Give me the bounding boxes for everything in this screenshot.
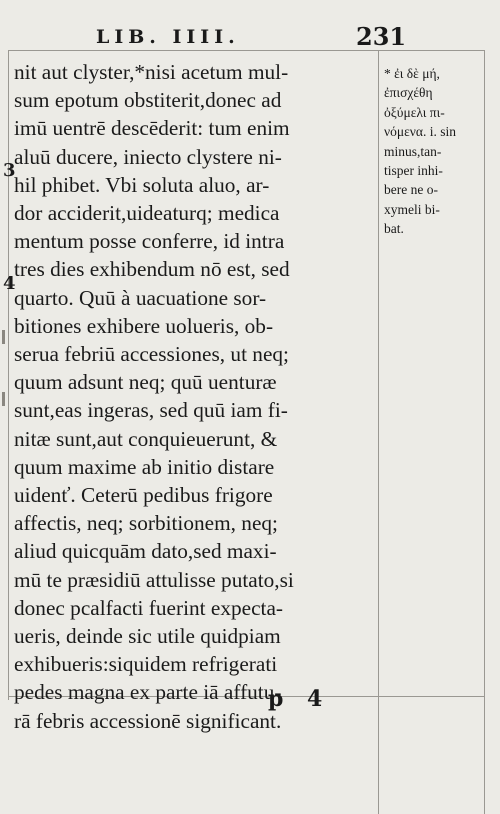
text-line: hil phibet. Vbi soluta aluo, ar- bbox=[14, 172, 270, 197]
text-line: aliud quicquām dato,sed maxi- bbox=[14, 539, 277, 564]
gloss-line: xymeli bi- bbox=[384, 201, 440, 217]
text-line: pedes magna ex parte iā affutu- bbox=[14, 680, 282, 705]
text-line: aluū ducere, iniecto clystere ni- bbox=[14, 144, 282, 169]
gloss-line: ἐπισχέθη bbox=[384, 85, 433, 101]
text-line: nitæ sunt,aut conquieuerunt, & bbox=[14, 426, 278, 451]
text-line: dor acciderit,uideaturq; medica bbox=[14, 201, 280, 226]
text-line: imū uentrē descēderit: tum enim bbox=[14, 116, 290, 141]
margin-number-3: 3 bbox=[3, 160, 16, 181]
gloss-line: νόμενα. i. sin bbox=[384, 124, 456, 140]
page-header bbox=[0, 22, 500, 52]
gloss-line: bere ne o- bbox=[384, 182, 438, 198]
text-line: serua febriū accessiones, ut neq; bbox=[14, 342, 289, 367]
text-line: rā febris accessionē significant. bbox=[14, 708, 282, 733]
text-line: ueris, deinde sic utile quidpiam bbox=[14, 624, 281, 649]
text-line: quum adsunt neq; quū uenturæ bbox=[14, 370, 277, 395]
left-frame-rule bbox=[8, 50, 9, 700]
page-number: 231 bbox=[356, 22, 407, 51]
running-head: LIB. IIII. bbox=[96, 26, 240, 48]
marginal-gloss bbox=[384, 64, 480, 239]
text-line: mū te præsidiū attulisse putato,si bbox=[14, 567, 294, 592]
text-line: sum epotum obstiterit,donec ad bbox=[14, 88, 282, 113]
gloss-line: bat. bbox=[384, 221, 404, 237]
text-line: mentum posse conferre, id intra bbox=[14, 229, 285, 254]
text-line: sunt,eas ingeras, sed quū iam fi- bbox=[14, 398, 288, 423]
text-line: exhibueris:siquidem refrigerati bbox=[14, 652, 278, 677]
text-line: bitiones exhibere uolueris, ob- bbox=[14, 313, 274, 338]
text-line: donec pcalfacti fuerint expecta- bbox=[14, 595, 284, 620]
text-line: quum maxime ab initio distare bbox=[14, 454, 275, 479]
text-line: affectis, neq; sorbitionem, neq; bbox=[14, 511, 278, 536]
margin-number-4: 4 bbox=[3, 273, 16, 294]
edge-mark bbox=[2, 392, 5, 406]
text-line: uidenť. Ceterū pedibus frigore bbox=[14, 483, 273, 508]
gloss-line: ὀξύμελι πι- bbox=[384, 104, 445, 120]
signature-mark: p 4 bbox=[268, 686, 331, 712]
text-margin-rule bbox=[378, 50, 379, 814]
text-line: tres dies exhibendum nō est, sed bbox=[14, 257, 290, 282]
gloss-line: minus,tan- bbox=[384, 143, 442, 159]
main-text-column bbox=[14, 58, 376, 735]
edge-mark bbox=[2, 330, 5, 344]
gloss-line: tisper inhi- bbox=[384, 163, 443, 179]
text-line: quarto. Quū à uacuatione sor- bbox=[14, 285, 267, 310]
gloss-line: * ἐι δὲ μή, bbox=[384, 66, 440, 81]
text-line: nit aut clyster,*nisi acetum mul- bbox=[14, 60, 289, 84]
right-frame-rule bbox=[484, 50, 485, 814]
